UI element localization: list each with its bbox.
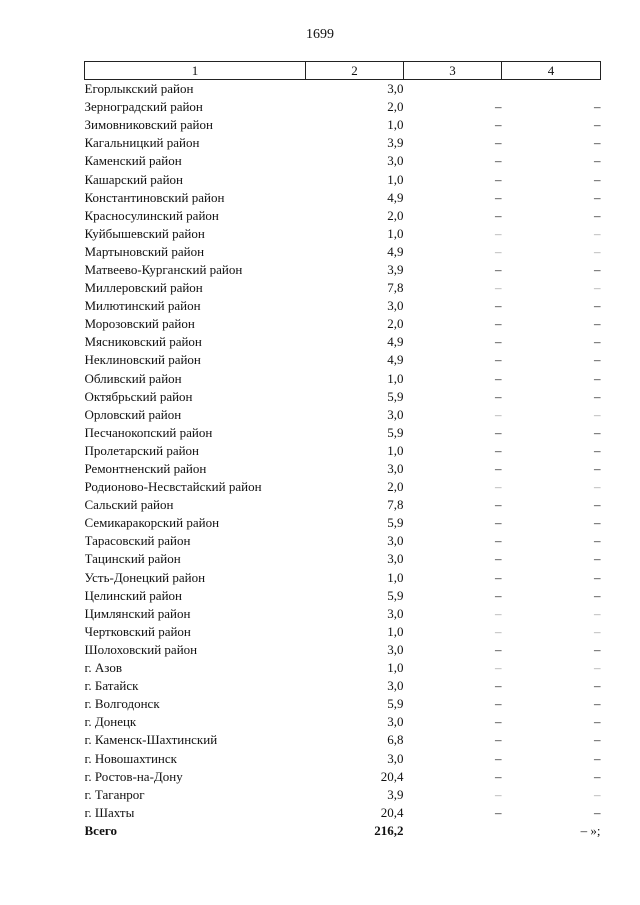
value-cell: 1,0 — [387, 117, 404, 133]
value-cell: 3,0 — [387, 153, 404, 169]
district-name-cell: Тацинский район — [84, 551, 181, 567]
value-cell: 2,0 — [387, 99, 404, 115]
value-cell: 20,4 — [380, 804, 404, 820]
district-name-cell: Егорлыкский район — [84, 81, 194, 97]
col3-cell: – — [495, 804, 502, 820]
col4-cell: – — [594, 189, 601, 205]
col3-cell: – — [495, 461, 502, 477]
district-name-cell: Пролетарский район — [84, 442, 200, 458]
col4-cell: – — [594, 623, 601, 639]
col3-cell: – — [495, 714, 502, 730]
value-cell: 3,0 — [387, 406, 404, 422]
value-cell: 3,0 — [387, 750, 404, 766]
district-name-cell: г. Шахты — [84, 804, 135, 820]
district-name-cell: Неклиновский район — [84, 352, 201, 368]
column-header-4: 4 — [502, 62, 601, 80]
district-name-cell: Константиновский район — [84, 189, 225, 205]
col3-cell: – — [495, 551, 502, 567]
value-cell: 3,9 — [387, 135, 404, 151]
total-label: Всего — [84, 822, 117, 838]
value-cell: 3,0 — [387, 298, 404, 314]
col3-cell: – — [495, 660, 502, 676]
col4-cell: – — [594, 786, 601, 802]
col3-cell — [404, 80, 502, 99]
total-value: 216,2 — [374, 822, 404, 838]
col3-cell: – — [495, 225, 502, 241]
col4-cell: – — [594, 388, 601, 404]
district-name-cell: Милютинский район — [84, 298, 201, 314]
district-name-cell: г. Донецк — [84, 714, 137, 730]
value-cell: 2,0 — [387, 479, 404, 495]
district-name-cell: Мясниковский район — [84, 334, 202, 350]
col4-cell: – — [594, 660, 601, 676]
col3-cell: – — [495, 768, 502, 784]
col3-cell: – — [495, 696, 502, 712]
col4-cell — [502, 80, 601, 99]
table-row — [85, 388, 601, 406]
col4-cell: – — [594, 569, 601, 585]
table-row — [85, 695, 601, 713]
col4-cell: – — [594, 696, 601, 712]
col3-cell: – — [495, 497, 502, 513]
col4-cell: – — [594, 515, 601, 531]
table-row — [85, 406, 601, 424]
district-name-cell: Морозовский район — [84, 316, 195, 332]
col3-cell: – — [495, 243, 502, 259]
table-row — [85, 243, 601, 261]
col3-cell: – — [495, 569, 502, 585]
district-name-cell: г. Ростов-на-Дону — [84, 768, 183, 784]
col3-cell: – — [495, 641, 502, 657]
col4-cell: – — [594, 678, 601, 694]
table-row — [85, 207, 601, 225]
table-row — [85, 297, 601, 315]
value-cell: 3,0 — [387, 533, 404, 549]
col4-cell: – — [594, 551, 601, 567]
value-cell: 5,9 — [387, 696, 404, 712]
col3-cell: – — [495, 424, 502, 440]
district-name-cell: Красносулинский район — [84, 207, 219, 223]
table-body — [85, 80, 601, 822]
col4-cell: – — [594, 587, 601, 603]
district-name-cell: Кагальницкий район — [84, 135, 200, 151]
value-cell: 1,0 — [387, 442, 404, 458]
column-header-3: 3 — [404, 62, 502, 80]
value-cell: 3,0 — [387, 641, 404, 657]
table-row — [85, 641, 601, 659]
col4-cell: – — [594, 298, 601, 314]
col3-cell: – — [495, 298, 502, 314]
value-cell: 1,0 — [387, 225, 404, 241]
table-row — [85, 623, 601, 641]
district-table-container — [84, 61, 600, 840]
district-name-cell: г. Таганрог — [84, 786, 145, 802]
district-name-cell: Каменский район — [84, 153, 182, 169]
col4-cell: – — [594, 352, 601, 368]
table-row — [85, 333, 601, 351]
col4-cell: – — [594, 117, 601, 133]
col3-cell: – — [495, 352, 502, 368]
table-row — [85, 731, 601, 749]
value-cell: 5,9 — [387, 515, 404, 531]
value-cell: 3,9 — [387, 786, 404, 802]
value-cell: 2,0 — [387, 207, 404, 223]
table-row — [85, 80, 601, 99]
table-row — [85, 225, 601, 243]
district-name-cell: г. Каменск-Шахтинский — [84, 732, 218, 748]
col4-cell: – — [594, 243, 601, 259]
table-row — [85, 786, 601, 804]
table-row — [85, 478, 601, 496]
table-row — [85, 605, 601, 623]
value-cell: 7,8 — [387, 280, 404, 296]
value-cell: 2,0 — [387, 316, 404, 332]
value-cell: 5,9 — [387, 388, 404, 404]
district-name-cell: Обливский район — [84, 370, 182, 386]
col4-cell: – — [594, 99, 601, 115]
district-name-cell: Тарасовский район — [84, 533, 191, 549]
col4-cell: – — [594, 750, 601, 766]
value-cell: 7,8 — [387, 497, 404, 513]
col4-cell: – — [594, 207, 601, 223]
value-cell: 1,0 — [387, 370, 404, 386]
col3-cell: – — [495, 261, 502, 277]
table-row — [85, 152, 601, 170]
col3-cell: – — [495, 786, 502, 802]
district-name-cell: Куйбышевский район — [84, 225, 205, 241]
value-cell: 20,4 — [380, 768, 404, 784]
table-total-row — [85, 822, 601, 840]
table-row — [85, 550, 601, 568]
value-cell: 4,9 — [387, 243, 404, 259]
table-row — [85, 189, 601, 207]
district-name-cell: Матвеево-Курганский район — [84, 261, 243, 277]
col4-cell: – — [594, 406, 601, 422]
col3-cell: – — [495, 370, 502, 386]
col4-cell: – — [594, 497, 601, 513]
col3-cell: – — [495, 750, 502, 766]
table-row — [85, 460, 601, 478]
district-name-cell: Семикаракорский район — [84, 515, 220, 531]
col3-cell: – — [495, 515, 502, 531]
col4-cell: – — [594, 479, 601, 495]
district-name-cell: Песчанокопский район — [84, 424, 213, 440]
table-row — [85, 351, 601, 369]
value-cell: 1,0 — [387, 569, 404, 585]
col4-cell: – — [594, 714, 601, 730]
col4-cell: – — [594, 442, 601, 458]
col4-cell: – — [594, 316, 601, 332]
col4-cell: – — [594, 334, 601, 350]
table-row — [85, 261, 601, 279]
table-row — [85, 370, 601, 388]
column-header-1: 1 — [85, 62, 306, 80]
col3-cell: – — [495, 189, 502, 205]
col4-cell: – — [594, 171, 601, 187]
table-row — [85, 768, 601, 786]
col4-cell: – — [594, 225, 601, 241]
district-name-cell: Шолоховский район — [84, 641, 198, 657]
col4-cell: – — [594, 732, 601, 748]
col3-cell: – — [495, 207, 502, 223]
district-name-cell: Зимовниковский район — [84, 117, 213, 133]
col3-cell: – — [495, 533, 502, 549]
value-cell: 1,0 — [387, 660, 404, 676]
table-row — [85, 677, 601, 695]
district-name-cell: г. Азов — [84, 660, 122, 676]
col3-cell: – — [495, 623, 502, 639]
table-row — [85, 514, 601, 532]
district-name-cell: Сальский район — [84, 497, 174, 513]
col3-cell: – — [495, 678, 502, 694]
value-cell: 1,0 — [387, 171, 404, 187]
table-row — [85, 587, 601, 605]
value-cell: 5,9 — [387, 587, 404, 603]
page-number: 1699 — [306, 27, 334, 42]
col3-cell: – — [495, 732, 502, 748]
col4-cell: – — [594, 461, 601, 477]
value-cell: 3,0 — [387, 461, 404, 477]
column-header-2: 2 — [306, 62, 404, 80]
col3-cell: – — [495, 406, 502, 422]
district-name-cell: Цимлянский район — [84, 605, 191, 621]
table-row — [85, 496, 601, 514]
district-name-cell: Кашарский район — [84, 171, 183, 187]
value-cell: 4,9 — [387, 334, 404, 350]
col3-cell: – — [495, 171, 502, 187]
table-row — [85, 170, 601, 188]
col4-cell: – — [594, 424, 601, 440]
col3-cell: – — [495, 153, 502, 169]
value-cell: 3,0 — [387, 81, 404, 97]
col3-cell: – — [495, 479, 502, 495]
table-row — [85, 315, 601, 333]
district-name-cell: Чертковский район — [84, 623, 191, 639]
district-name-cell: Родионово-Несвстайский район — [84, 479, 262, 495]
col4-cell: – — [594, 768, 601, 784]
table-row — [85, 713, 601, 731]
table-row — [85, 532, 601, 550]
col3-cell: – — [495, 334, 502, 350]
col4-cell: – — [594, 135, 601, 151]
value-cell: 3,0 — [387, 714, 404, 730]
table-row — [85, 569, 601, 587]
col3-cell: – — [495, 605, 502, 621]
table-row — [85, 279, 601, 297]
col3-cell: – — [495, 388, 502, 404]
table-row — [85, 134, 601, 152]
value-cell: 3,0 — [387, 551, 404, 567]
col4-cell: – — [594, 804, 601, 820]
district-name-cell: Мартыновский район — [84, 243, 205, 259]
col3-cell: – — [495, 135, 502, 151]
value-cell: 1,0 — [387, 623, 404, 639]
district-name-cell: Целинский район — [84, 587, 182, 603]
col4-cell: – — [594, 261, 601, 277]
value-cell: 4,9 — [387, 352, 404, 368]
district-name-cell: Зерноградский район — [84, 99, 203, 115]
table-row — [85, 804, 601, 822]
table-row — [85, 98, 601, 116]
col4-cell: – — [594, 153, 601, 169]
col3-cell: – — [495, 442, 502, 458]
col4-cell: – — [594, 280, 601, 296]
total-empty-cell — [404, 822, 502, 840]
value-cell: 5,9 — [387, 424, 404, 440]
total-tail: – »; — [580, 822, 601, 838]
col4-cell: – — [594, 533, 601, 549]
table-header-row — [85, 62, 601, 80]
district-name-cell: Октябрьский район — [84, 388, 193, 404]
value-cell: 3,9 — [387, 261, 404, 277]
table-row — [85, 659, 601, 677]
district-name-cell: Ремонтненский район — [84, 461, 207, 477]
district-name-cell: г. Батайск — [84, 678, 139, 694]
col4-cell: – — [594, 641, 601, 657]
district-table — [84, 61, 601, 840]
col4-cell: – — [594, 370, 601, 386]
col3-cell: – — [495, 99, 502, 115]
col4-cell: – — [594, 605, 601, 621]
district-name-cell: г. Волгодонск — [84, 696, 160, 712]
table-row — [85, 749, 601, 767]
col3-cell: – — [495, 117, 502, 133]
value-cell: 6,8 — [387, 732, 404, 748]
table-row — [85, 442, 601, 460]
value-cell: 3,0 — [387, 605, 404, 621]
district-name-cell: Усть-Донецкий район — [84, 569, 206, 585]
col3-cell: – — [495, 587, 502, 603]
table-row — [85, 424, 601, 442]
col3-cell: – — [495, 316, 502, 332]
district-name-cell: г. Новошахтинск — [84, 750, 177, 766]
col3-cell: – — [495, 280, 502, 296]
district-name-cell: Миллеровский район — [84, 280, 203, 296]
value-cell: 4,9 — [387, 189, 404, 205]
value-cell: 3,0 — [387, 678, 404, 694]
table-row — [85, 116, 601, 134]
district-name-cell: Орловский район — [84, 406, 182, 422]
